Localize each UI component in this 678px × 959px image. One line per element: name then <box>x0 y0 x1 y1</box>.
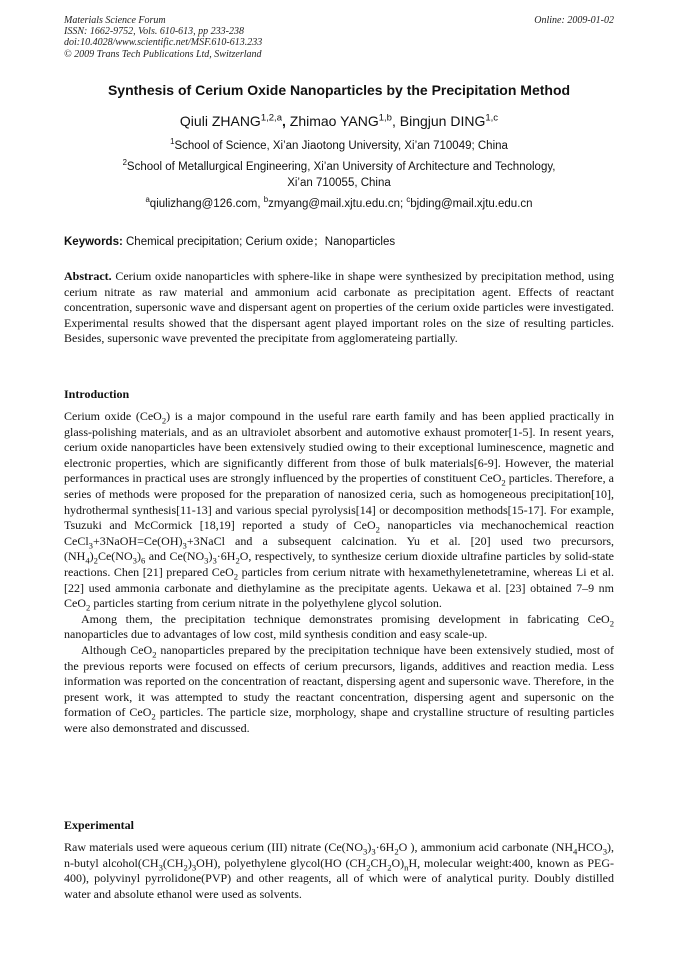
email-link[interactable]: bjding@mail.xjtu.edu.cn <box>410 198 533 210</box>
abstract-label: Abstract. <box>64 269 112 283</box>
author-list: Qiuli ZHANG$^{1,2,a}$, Zhimao YANG$^{1,b}$, Bingjun DING$^{1,c}$ <box>179 112 499 129</box>
author-name: Bingjun DING <box>399 113 486 129</box>
keywords-text: Chemical precipitation; Cerium oxide；Nanoparticles <box>126 236 396 248</box>
paragraph: Although CeO$_2$ nanoparticles prepared by the precipitation technique have been extensively studied, most of the previous reports were focused on effects of cerium precursors, ligands, additives and reaction media. Less information was reported on the concentration of reactant, dispersing agent and supersonic wave. Therefore, in the present work, it was attempted to study the reactant concentration, dispersing agent and supersonic on the formation of CeO$_2$ particles. The particle size, morphology, shape and crystalline structure of resulting particles were also demonstrated and discussed. <box>64 642 614 735</box>
author-name: Zhimao YANG <box>289 113 379 129</box>
affiliation-2: $^2$School of Metallurgical Engineering, Xi’an University of Architecture and Technology, Xi’an 710055, China <box>122 158 556 189</box>
author-name: Qiuli ZHANG <box>179 113 261 129</box>
paper-title: Synthesis of Cerium Oxide Nanoparticles by the Precipitation Method <box>107 82 571 98</box>
author-sup: 1,c <box>485 112 499 124</box>
author-sup: 1,b <box>378 112 392 124</box>
keywords <box>64 233 395 249</box>
affiliation-1: $^1$School of Science, Xi’an Jiaotong University, Xi’an 710049; China <box>170 137 508 152</box>
section-heading-experimental: Experimental <box>64 818 134 832</box>
issn-line: ISSN: 1662-9752, Vols. 610-613, pp 233-238 <box>64 26 244 38</box>
experimental-body <box>64 840 614 902</box>
online-date: Online: 2009-01-02 <box>534 15 614 26</box>
email-link[interactable]: qiulizhang@126.com, <box>149 198 264 210</box>
email-link[interactable]: zmyang@mail.xjtu.edu.cn; <box>268 198 407 210</box>
abstract <box>64 269 614 347</box>
abstract-text: Cerium oxide nanoparticles with sphere-like in shape were synthesized by precipitation method, using cerium nitrate as raw material and ammonium acid carbonate as precipitation agent. Effects of reactant concentration, supersonic wave and dispersant agent on properties of the cerium oxide particles were investigated. Experimental results showed that the dispersant agent played important roles on the size of resulting particles. Besides, supersonic wave prevented the precipitate from agglomerateing partially. <box>64 269 614 346</box>
paragraph: Cerium oxide (CeO$_2$) is a major compound in the useful rare earth family and has been applied practically in glass-polishing materials, and as an ultraviolet absorbent and automotive exhaust promoter[1-5]. In resent years, cerium oxide nanoparticles have been extensively studied owing to their exceptional luminescence, magnetic and electronic properties, which are significantly different from those of bulk materials[6-9]. However, the material performances in practical uses are strongly influenced by the properties of constituent CeO$_2$ particles. Therefore, a series of methods were proposed for the preparation of nanosized ceria, such as homogeneous precipitation[10], hydrothermal synthesis[11-13] and various special pyrolysis[14] or decomposition methods[15-17]. For example, Tsuzuki and McCormick [18,19] reported a study of CeO$_2$ nanoparticles via mechanochemical reaction $CeCl_3+3NaOH=Ce(OH)_3+3NaCl$ and a subsequent calcination. Yu et al. [20] used two precursors, $(NH_4)_2Ce(NO_3)_6$ and $Ce(NO_3)_3\cdot 6H_2O$, respectively, to synthesize cerium dioxide ultrafine particles by solid-state reactions. Chen [21] prepared CeO$_2$ particles from cerium nitrate with hexamethylenetetramine, whereas Li et al. [22] used ammonia carbonate and diethylamine as the precipitate agents. Uekawa et al. [23] obtained 7–9 nm CeO$_2$ particles starting from cerium nitrate in the polyethylene glycol solution. <box>64 409 615 613</box>
author-sup: 1,2,a <box>260 112 282 124</box>
copyright-line: © 2009 Trans Tech Publications Ltd, Switzerland <box>64 48 262 60</box>
paragraph: Among them, the precipitation technique demonstrates promising development in fabricating CeO$_2$ nanoparticles due to advantages of low cost, mild synthesis condition and easy scale-up. <box>64 611 614 642</box>
paragraph: Raw materials used were aqueous cerium (III) nitrate ($Ce(NO_3)_3\cdot 6H_2O$ ), ammonium acid carbonate $(NH_4HCO_3)$, n-butyl $alcohol(CH_3(CH_2)_3OH)$, polyethylene glycol(HO $(CH_2CH_2O)_nH$, molecular weight:400, known as PEG-400), polyvinyl pyrrolidone(PVP) and other reagents, all of which were of analytical purity. Doubly distilled water and absolute ethanol were used as solvents. <box>64 840 614 901</box>
journal-name: Materials Science Forum <box>64 15 166 26</box>
section-heading-introduction: Introduction <box>64 387 130 401</box>
running-header <box>64 15 262 60</box>
doi-line: doi:10.4028/www.scientific.net/MSF.610-613.233 <box>64 37 263 49</box>
introduction-body <box>64 409 614 736</box>
keywords-label: Keywords: <box>64 236 123 248</box>
author-emails: $^a$qiulizhang@126.com, $^b$zmyang@mail.xjtu.edu.cn; $^c$bjding@mail.xjtu.edu.cn <box>145 195 533 210</box>
